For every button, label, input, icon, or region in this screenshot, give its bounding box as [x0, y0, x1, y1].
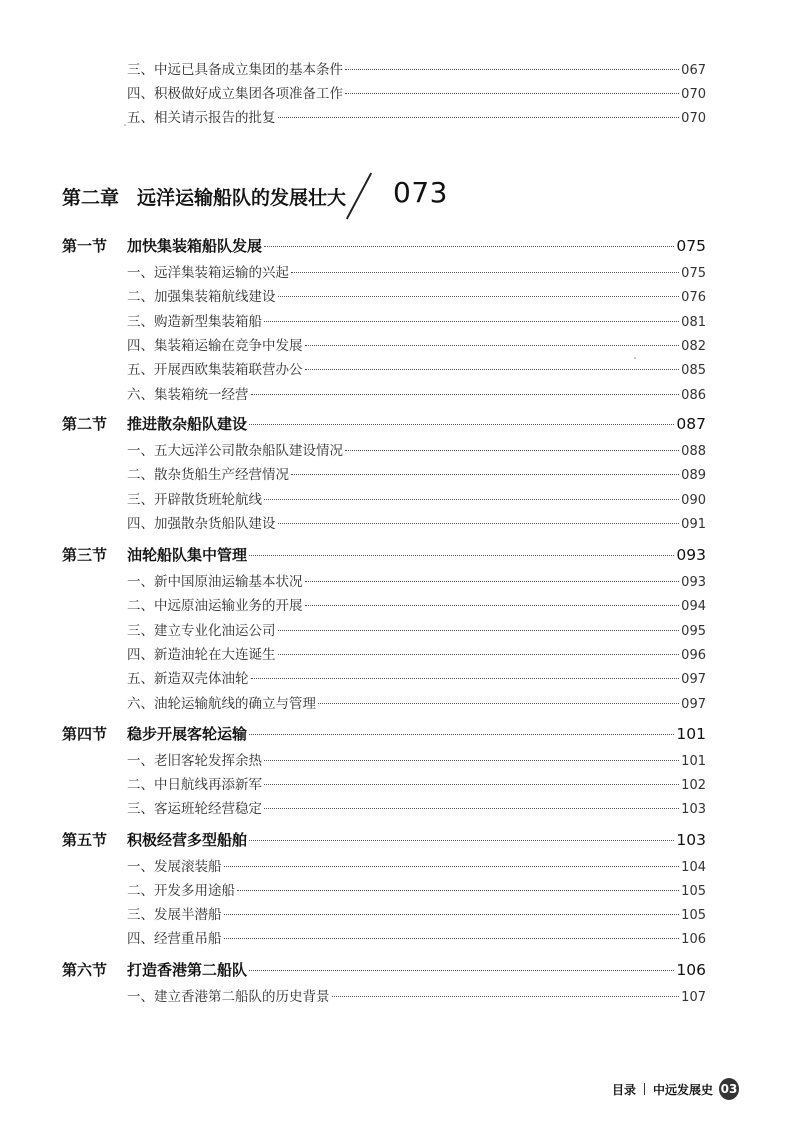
dot-leader: [345, 69, 679, 70]
toc-entry[interactable]: [127, 463, 706, 485]
section-page: 087: [676, 415, 706, 433]
toc-entry[interactable]: [127, 570, 706, 592]
section-title: 推进散杂船队建设: [127, 415, 248, 433]
section-title: 打造香港第二船队: [127, 961, 248, 979]
entry-page: 088: [681, 444, 706, 459]
section-label: 第一节: [62, 237, 108, 255]
dot-leader: [345, 450, 679, 451]
dot-leader: [264, 246, 674, 247]
dot-leader: [291, 474, 679, 475]
toc-entry[interactable]: [127, 334, 706, 356]
dot-leader: [305, 581, 680, 582]
dot-leader: [249, 555, 674, 556]
entry-page: 097: [681, 697, 706, 712]
entry-page: 093: [681, 575, 706, 590]
entry-label: 二、散杂货船生产经营情况: [127, 467, 289, 483]
dot-leader: [278, 523, 680, 524]
entry-page: 067: [681, 63, 706, 78]
dot-leader: [224, 866, 680, 867]
entry-page: 104: [681, 860, 706, 875]
chapter-label: 第二章: [62, 186, 120, 209]
toc-entry[interactable]: [127, 439, 706, 461]
entry-label: 二、中远原油运输业务的开展: [127, 598, 303, 614]
dot-leader: [291, 272, 679, 273]
entry-page: 075: [681, 266, 706, 281]
entry-page: 094: [681, 599, 706, 614]
toc-entry[interactable]: [127, 383, 706, 405]
section-page: 106: [676, 961, 706, 979]
section-title: 加快集装箱船队发展: [127, 237, 263, 255]
chapter-heading[interactable]: [62, 176, 346, 216]
toc-entry[interactable]: [127, 310, 706, 332]
section-page: 075: [676, 237, 706, 255]
entry-label: 一、新中国原油运输基本状况: [127, 574, 303, 590]
entry-label: 二、开发多用途船: [127, 883, 235, 899]
toc-entry[interactable]: [127, 667, 706, 689]
section-entry[interactable]: [62, 829, 706, 853]
entry-page: 101: [681, 754, 706, 769]
entry-label: 四、加强散杂货船队建设: [127, 516, 276, 532]
entry-page: 106: [681, 932, 706, 947]
dot-leader: [251, 678, 680, 679]
entry-label: 二、加强集装箱航线建设: [127, 289, 276, 305]
dot-leader: [249, 840, 674, 841]
page-footer: [612, 1078, 739, 1100]
entry-page: 089: [681, 468, 706, 483]
entry-page: 070: [681, 111, 706, 126]
entry-page: 107: [681, 990, 706, 1005]
chapter-page: 073: [393, 176, 448, 209]
toc-entry[interactable]: [127, 285, 706, 307]
section-page: 103: [676, 831, 706, 849]
toc-entry[interactable]: [127, 82, 706, 104]
dot-leader: [264, 784, 679, 785]
entry-page: 070: [681, 87, 706, 102]
entry-label: 五、相关请示报告的批复: [127, 110, 276, 126]
dot-leader: [264, 760, 679, 761]
footer-book-title: 中远发展史: [653, 1082, 714, 1097]
dot-leader: [278, 117, 680, 118]
toc-entry[interactable]: [127, 643, 706, 665]
section-label: 第六节: [62, 961, 108, 979]
section-entry[interactable]: [62, 723, 706, 747]
section-label: 第四节: [62, 725, 108, 743]
section-title: 稳步开展客轮运输: [127, 725, 248, 743]
chapter-slash-divider: [346, 173, 372, 220]
entry-page: 091: [681, 517, 706, 532]
toc-entry[interactable]: [127, 749, 706, 771]
footer-page-number: 03: [719, 1078, 739, 1100]
entry-page: 076: [681, 290, 706, 305]
entry-page: 102: [681, 778, 706, 793]
dot-leader: [278, 654, 680, 655]
entry-label: 三、购造新型集装箱船: [127, 314, 262, 330]
dot-leader: [264, 499, 679, 500]
entry-label: 四、经营重吊船: [127, 931, 222, 947]
entry-label: 一、建立香港第二船队的历史背景: [127, 989, 330, 1005]
toc-entry[interactable]: [127, 512, 706, 534]
toc-entry[interactable]: [127, 879, 706, 901]
entry-label: 五、新造双壳体油轮: [127, 671, 249, 687]
section-page: 101: [676, 725, 706, 743]
entry-page: 085: [681, 363, 706, 378]
entry-label: 六、油轮运输航线的确立与管理: [127, 696, 316, 712]
toc-entry[interactable]: [127, 692, 706, 714]
entry-label: 四、新造油轮在大连诞生: [127, 647, 276, 663]
entry-label: 五、开展西欧集装箱联营办公: [127, 362, 303, 378]
dot-leader: [264, 321, 679, 322]
dot-leader: [264, 808, 679, 809]
toc-entry[interactable]: [127, 855, 706, 877]
toc-entry[interactable]: [127, 488, 706, 510]
entry-label: 二、中日航线再添新军: [127, 777, 262, 793]
entry-label: 一、发展滚装船: [127, 859, 222, 875]
entry-label: 一、远洋集装箱运输的兴起: [127, 265, 289, 281]
entry-page: 090: [681, 493, 706, 508]
entry-label: 六、集装箱统一经营: [127, 387, 249, 403]
entry-label: 三、建立专业化油运公司: [127, 623, 276, 639]
scan-speck: [634, 357, 636, 359]
dot-leader: [251, 394, 680, 395]
toc-entry[interactable]: [127, 58, 706, 80]
dot-leader: [224, 914, 680, 915]
chapter-title: 远洋运输船队的发展壮大: [137, 186, 347, 209]
footer-divider: [644, 1083, 645, 1095]
dot-leader: [249, 734, 674, 735]
toc-entry[interactable]: [127, 773, 706, 795]
scan-speck: [124, 124, 126, 126]
dot-leader: [249, 970, 674, 971]
dot-leader: [278, 296, 680, 297]
toc-entry[interactable]: [127, 619, 706, 641]
section-title: 积极经营多型船舶: [127, 831, 248, 849]
section-title: 油轮船队集中管理: [127, 546, 248, 564]
toc-entry[interactable]: [127, 903, 706, 925]
toc-entry[interactable]: [127, 927, 706, 949]
entry-page: 105: [681, 908, 706, 923]
section-label: 第二节: [62, 415, 108, 433]
entry-label: 一、老旧客轮发挥余热: [127, 753, 262, 769]
dot-leader: [305, 345, 680, 346]
entry-label: 三、客运班轮经营稳定: [127, 801, 262, 817]
entry-page: 086: [681, 388, 706, 403]
dot-leader: [318, 703, 679, 704]
section-entry[interactable]: [62, 235, 706, 259]
entry-label: 一、五大远洋公司散杂船队建设情况: [127, 443, 343, 459]
dot-leader: [305, 605, 680, 606]
toc-entry[interactable]: [127, 106, 706, 128]
toc-entry[interactable]: [127, 985, 706, 1007]
entry-page: 081: [681, 315, 706, 330]
section-page: 093: [676, 546, 706, 564]
entry-label: 四、积极做好成立集团各项准备工作: [127, 86, 343, 102]
toc-entry[interactable]: [127, 358, 706, 380]
entry-page: 105: [681, 884, 706, 899]
footer-section: 目录: [612, 1082, 637, 1097]
toc-entry[interactable]: [127, 261, 706, 283]
dot-leader: [249, 424, 674, 425]
section-label: 第三节: [62, 546, 108, 564]
entry-page: 103: [681, 802, 706, 817]
dot-leader: [345, 93, 679, 94]
toc-entry[interactable]: [127, 594, 706, 616]
section-entry[interactable]: [62, 413, 706, 437]
entry-label: 三、开辟散货班轮航线: [127, 492, 262, 508]
dot-leader: [237, 890, 679, 891]
toc-entry[interactable]: [127, 797, 706, 819]
entry-label: 四、集装箱运输在竞争中发展: [127, 338, 303, 354]
entry-label: 三、发展半潜船: [127, 907, 222, 923]
section-entry[interactable]: [62, 544, 706, 568]
dot-leader: [332, 996, 680, 997]
entry-page: 097: [681, 672, 706, 687]
entry-page: 096: [681, 648, 706, 663]
section-entry[interactable]: [62, 959, 706, 983]
section-label: 第五节: [62, 831, 108, 849]
entry-label: 三、中远已具备成立集团的基本条件: [127, 62, 343, 78]
dot-leader: [305, 369, 680, 370]
dot-leader: [224, 938, 680, 939]
entry-page: 082: [681, 339, 706, 354]
entry-page: 095: [681, 624, 706, 639]
dot-leader: [278, 630, 680, 631]
